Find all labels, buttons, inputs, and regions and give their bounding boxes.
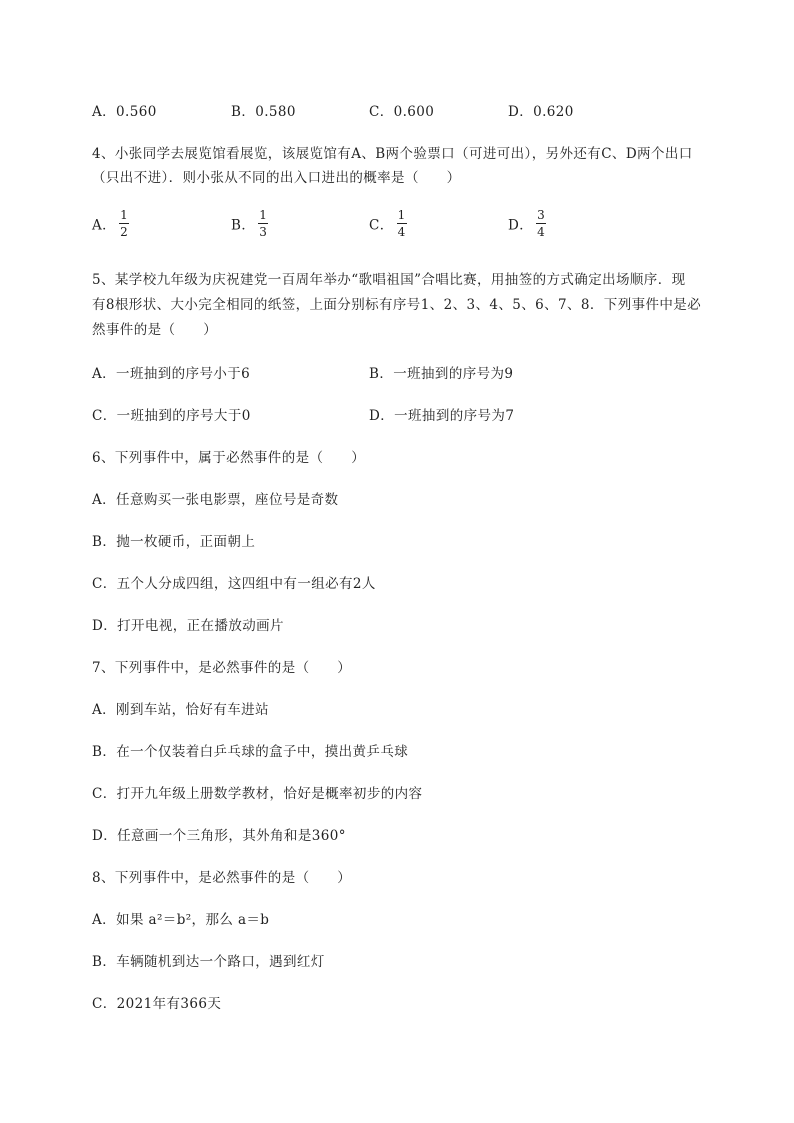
q5-option-a: A．一班抽到的序号小于6 bbox=[92, 366, 251, 382]
q6-stem: 6、下列事件中，属于必然事件的是（ ） bbox=[92, 450, 366, 466]
q3-option-a: A．0.560 bbox=[92, 104, 157, 120]
numerator: 1 bbox=[120, 208, 129, 222]
q4-option-c bbox=[369, 208, 407, 239]
q6-option-b: B．抛一枚硬币，正面朝上 bbox=[92, 534, 256, 550]
q3-option-d: D．0.620 bbox=[508, 104, 574, 120]
q7-stem: 7、下列事件中，是必然事件的是（ ） bbox=[92, 660, 352, 676]
denominator: 4 bbox=[397, 225, 406, 239]
q8-stem: 8、下列事件中，是必然事件的是（ ） bbox=[92, 870, 352, 886]
denominator: 2 bbox=[120, 225, 129, 239]
q4-option-b-fraction bbox=[258, 208, 268, 239]
q7-option-b: B．在一个仅装着白乒乓球的盒子中，摸出黄乒乓球 bbox=[92, 744, 409, 760]
q5-stem-line-1: 5、某学校九年级为庆祝建党一百周年举办“歌唱祖国”合唱比赛，用抽签的方式确定出场顺序．现 bbox=[92, 272, 686, 288]
q8-option-a: A．如果 a²＝b²，那么 a＝b bbox=[92, 912, 270, 928]
q4-option-b-label: B． bbox=[231, 217, 256, 234]
q5-option-c: C．一班抽到的序号大于0 bbox=[92, 408, 251, 424]
q4-stem-line-1: 4、小张同学去展览馆看展览，该展览馆有A、B两个验票口（可进可出），另外还有C、D两个出口 bbox=[92, 146, 693, 162]
q4-option-d bbox=[508, 208, 546, 239]
q7-option-c: C．打开九年级上册数学教材，恰好是概率初步的内容 bbox=[92, 786, 423, 802]
q4-option-a-fraction bbox=[119, 208, 129, 239]
q8-option-c: C．2021年有366天 bbox=[92, 996, 222, 1012]
q5-option-d: D．一班抽到的序号为7 bbox=[369, 408, 515, 424]
q4-stem-line-2: （只出不进）．则小张从不同的出入口进出的概率是（ ） bbox=[92, 170, 461, 186]
q7-option-d: D．任意画一个三角形，其外角和是360° bbox=[92, 828, 346, 844]
q5-option-b: B．一班抽到的序号为9 bbox=[369, 366, 514, 382]
q6-option-d: D．打开电视，正在播放动画片 bbox=[92, 618, 284, 634]
q4-option-c-label: C． bbox=[369, 217, 394, 234]
denominator: 3 bbox=[259, 225, 268, 239]
q6-option-a: A．任意购买一张电影票，座位号是奇数 bbox=[92, 492, 339, 508]
numerator: 1 bbox=[259, 208, 268, 222]
q4-option-a bbox=[92, 208, 129, 239]
q3-option-c: C．0.600 bbox=[369, 104, 435, 120]
q4-options bbox=[0, 208, 794, 248]
q5-stem-line-3: 然事件的是（ ） bbox=[92, 322, 218, 338]
q7-option-a: A．刚到车站，恰好有车进站 bbox=[92, 702, 269, 718]
q4-option-c-fraction bbox=[397, 208, 407, 239]
q4-option-d-label: D． bbox=[508, 217, 534, 234]
numerator: 3 bbox=[537, 208, 546, 222]
denominator: 4 bbox=[537, 225, 546, 239]
q4-option-a-label: A． bbox=[92, 217, 117, 234]
q4-option-b bbox=[231, 208, 268, 239]
q3-option-b: B．0.580 bbox=[231, 104, 296, 120]
q4-option-d-fraction bbox=[536, 208, 546, 239]
numerator: 1 bbox=[397, 208, 406, 222]
q6-option-c: C．五个人分成四组，这四组中有一组必有2人 bbox=[92, 576, 376, 592]
q8-option-b: B．车辆随机到达一个路口，遇到红灯 bbox=[92, 954, 325, 970]
q5-stem-line-2: 有8根形状、大小完全相同的纸签，上面分别标有序号1、2、3、4、5、6、7、8．下列事件中是必 bbox=[92, 297, 702, 313]
